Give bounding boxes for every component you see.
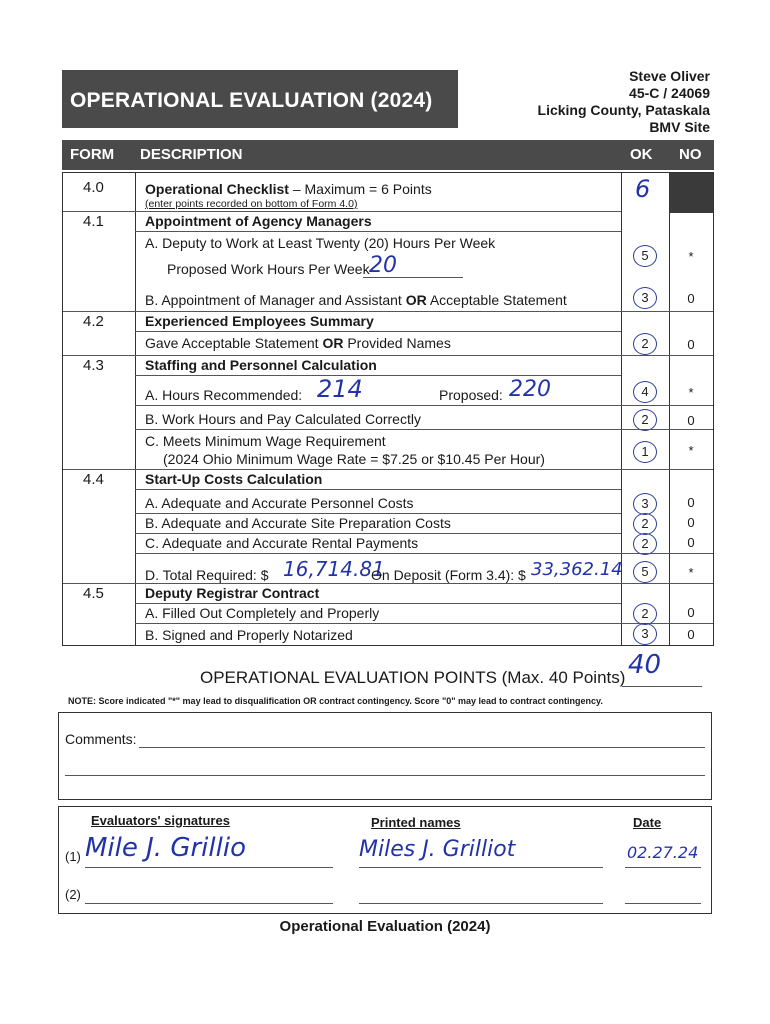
signature-box <box>58 806 712 914</box>
comments-box <box>58 712 712 800</box>
total-points-value: 40 <box>628 650 662 680</box>
item-text: B. Signed and Properly Notarized <box>145 627 353 643</box>
blacked-out-cell <box>670 173 713 213</box>
score-note: NOTE: Score indicated "*" may lead to disqualification OR contract contingency. Score "0" may lead to contract contingency. <box>68 696 603 706</box>
ok-value: 2 <box>633 533 657 555</box>
handwritten-value: 220 <box>509 377 551 402</box>
no-value: 0 <box>687 627 695 642</box>
section-title: Staffing and Personnel Calculation <box>145 357 377 373</box>
ok-value: 6 <box>635 175 651 203</box>
header-form: FORM <box>70 146 115 163</box>
handwritten-value: 20 <box>369 253 397 278</box>
comments-label: Comments: <box>65 731 137 747</box>
handwritten-value: 214 <box>317 375 363 403</box>
form-number: 4.3 <box>83 357 104 374</box>
form-number: 4.2 <box>83 313 104 330</box>
total-points-label: OPERATIONAL EVALUATION POINTS (Max. 40 Points) <box>200 668 626 687</box>
signatures-header: Evaluators' signatures <box>91 813 230 828</box>
section-title: Appointment of Agency Managers <box>145 213 372 229</box>
no-value: 0 <box>687 337 695 352</box>
no-value: 0 <box>687 495 695 510</box>
evaluation-table <box>62 172 714 646</box>
checklist-note: (enter points recorded on bottom of Form 4.0) <box>145 198 358 210</box>
row-label: (1) <box>65 849 81 864</box>
section-title: Start-Up Costs Calculation <box>145 471 323 487</box>
site-code: 45-C / 24069 <box>629 85 710 101</box>
ok-value: 2 <box>633 333 657 355</box>
ok-value: 3 <box>633 623 657 645</box>
no-value: 0 <box>687 605 695 620</box>
item-text: A. Filled Out Completely and Properly <box>145 605 380 621</box>
item-text: Gave Acceptable Statement OR Provided Names <box>145 335 451 351</box>
site-type: BMV Site <box>649 119 710 135</box>
item-text: B. Adequate and Accurate Site Preparation Costs <box>145 515 451 531</box>
form-title: OPERATIONAL EVALUATION (2024) <box>62 70 458 128</box>
item-text: D. Total Required: $ <box>145 567 269 583</box>
item-text: A. Hours Recommended: <box>145 387 303 403</box>
signature-date: 02.27.24 <box>627 843 699 862</box>
ok-value: 5 <box>633 561 657 583</box>
ok-value: 1 <box>633 441 657 463</box>
section-title: Experienced Employees Summary <box>145 313 374 329</box>
form-number: 4.0 <box>83 179 104 196</box>
item-text: B. Appointment of Manager and Assistant OR Acceptable Statement <box>145 292 567 308</box>
ok-value: 2 <box>633 603 657 625</box>
evaluator-signature: Mile J. Grillio <box>85 833 246 863</box>
ok-value: 3 <box>633 287 657 309</box>
site-info <box>480 68 710 136</box>
checklist-title: Operational Checklist – Maximum = 6 Points <box>145 181 432 197</box>
section-title: Deputy Registrar Contract <box>145 585 320 601</box>
no-value: 0 <box>687 515 695 530</box>
no-value: * <box>688 249 694 264</box>
site-location: Licking County, Pataskala <box>537 102 710 118</box>
header-ok: OK <box>630 146 653 163</box>
ok-value: 4 <box>633 381 657 403</box>
item-text: (2024 Ohio Minimum Wage Rate = $7.25 or $10.45 Per Hour) <box>163 451 545 467</box>
item-text: A. Adequate and Accurate Personnel Costs <box>145 495 414 511</box>
site-name: Steve Oliver <box>629 68 710 84</box>
ok-value: 2 <box>633 513 657 535</box>
item-text: A. Deputy to Work at Least Twenty (20) Hours Per Week <box>145 235 496 251</box>
item-text: C. Meets Minimum Wage Requirement <box>145 433 386 449</box>
no-value: 0 <box>687 291 695 306</box>
no-value: 0 <box>687 413 695 428</box>
printed-names-header: Printed names <box>371 815 461 830</box>
ok-value: 5 <box>633 245 657 267</box>
item-text: Proposed Work Hours Per Week <box>167 261 370 277</box>
header-description: DESCRIPTION <box>140 146 243 163</box>
ok-value: 3 <box>633 493 657 515</box>
handwritten-value: 16,714.81 <box>283 557 385 581</box>
table-header <box>62 140 714 170</box>
date-header: Date <box>633 815 662 830</box>
no-value: * <box>688 385 694 400</box>
form-number: 4.1 <box>83 213 104 230</box>
item-text: B. Work Hours and Pay Calculated Correctly <box>145 411 421 427</box>
row-label: (2) <box>65 887 81 902</box>
no-value: 0 <box>687 535 695 550</box>
ok-value: 2 <box>633 409 657 431</box>
item-text: On Deposit (Form 3.4): $ <box>371 567 526 583</box>
handwritten-value: 33,362.14 <box>531 559 623 580</box>
footer-title: Operational Evaluation (2024) <box>279 918 491 935</box>
form-number: 4.5 <box>83 585 104 602</box>
no-value: * <box>688 565 694 580</box>
header-no: NO <box>679 146 702 163</box>
printed-name: Miles J. Grilliot <box>359 837 516 862</box>
no-value: * <box>688 443 694 458</box>
item-text: Proposed: <box>439 387 503 403</box>
form-number: 4.4 <box>83 471 104 488</box>
item-text: C. Adequate and Accurate Rental Payments <box>145 535 419 551</box>
